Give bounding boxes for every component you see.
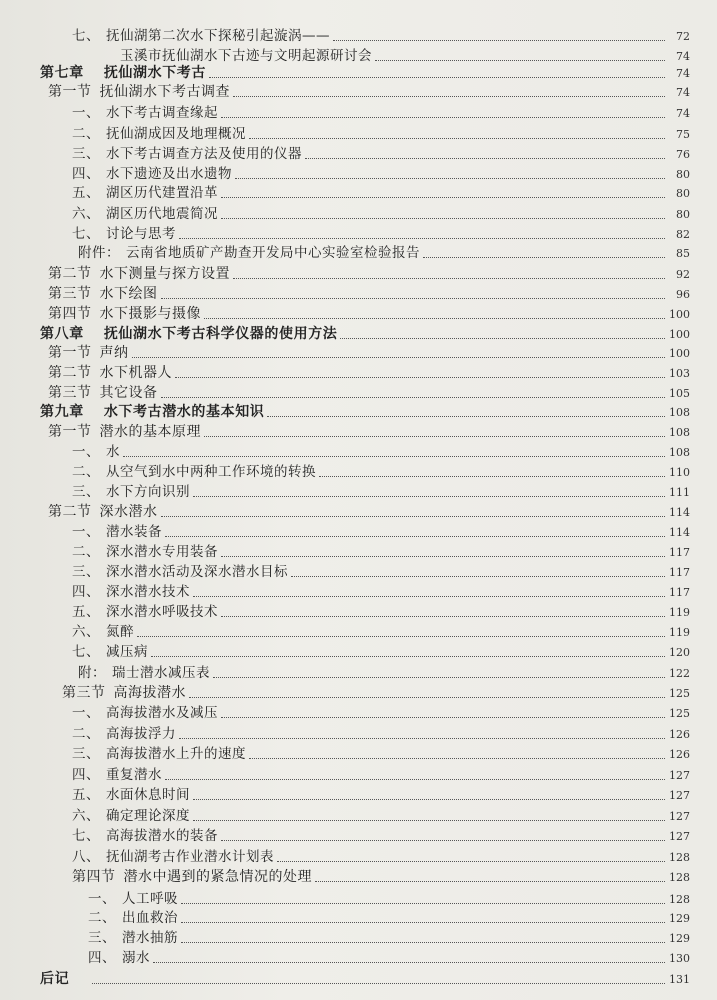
- dot-leader: [221, 196, 665, 198]
- toc-page-number: 108: [669, 406, 690, 419]
- dot-leader: [333, 39, 665, 41]
- toc-page-number: 122: [669, 667, 690, 680]
- toc-entry[interactable]: [72, 784, 690, 806]
- dot-leader: [221, 615, 665, 617]
- toc-entry[interactable]: [72, 123, 690, 145]
- toc-page-number: 80: [676, 208, 690, 221]
- toc-entry-number: 后记: [40, 971, 70, 987]
- toc-entry[interactable]: [72, 25, 690, 47]
- toc-entry-title: [72, 581, 190, 603]
- dot-leader: [181, 902, 665, 904]
- toc-page-number: 128: [669, 871, 690, 884]
- toc-entry-number: 三、: [72, 484, 100, 500]
- toc-entry-title: [48, 501, 158, 523]
- toc-entry[interactable]: [72, 702, 690, 724]
- toc-entry-title: [72, 541, 218, 563]
- toc-entry-number: 五、: [72, 787, 100, 803]
- toc-entry-text: 水下考古调查方法及使用的仪器: [106, 146, 302, 162]
- toc-entry-number: 七、: [72, 644, 100, 660]
- toc-entry[interactable]: [72, 581, 690, 603]
- toc-entry-title: [72, 25, 330, 47]
- toc-entry-text: 出血救治: [122, 910, 178, 926]
- toc-entry[interactable]: [72, 203, 690, 225]
- dot-leader: [213, 676, 665, 678]
- dot-leader: [193, 495, 665, 497]
- toc-entry-number: 一、: [72, 105, 100, 121]
- toc-page-number: 80: [676, 187, 690, 200]
- toc-entry-number: 二、: [72, 126, 100, 142]
- toc-entry[interactable]: [72, 441, 690, 463]
- toc-entry-title: [72, 784, 190, 806]
- dot-leader: [161, 515, 666, 517]
- dot-leader: [161, 297, 666, 299]
- toc-entry-number: 五、: [72, 604, 100, 620]
- toc-page-number: 100: [669, 308, 690, 321]
- toc-page-number: 100: [669, 347, 690, 360]
- toc-entry-text: 重复潜水: [106, 767, 162, 783]
- toc-entry-number: 第四节: [72, 869, 116, 885]
- toc-page-number: 127: [669, 769, 690, 782]
- toc-page-number: 125: [669, 707, 690, 720]
- dot-leader: [277, 860, 665, 862]
- dot-leader: [221, 555, 665, 557]
- toc-page-number: 108: [669, 446, 690, 459]
- toc-entry-text: 抚仙湖考古作业潜水计划表: [106, 849, 274, 865]
- toc-entry[interactable]: [72, 743, 690, 765]
- toc-entry-title: [72, 743, 246, 765]
- toc-entry-text: 确定理论深度: [106, 808, 190, 824]
- toc-entry-number: 第二节: [48, 365, 92, 381]
- toc-entry-number: 第八章: [40, 326, 84, 342]
- toc-entry[interactable]: [48, 362, 690, 384]
- toc-page-number: 111: [669, 486, 690, 499]
- dot-leader: [193, 798, 665, 800]
- toc-entry-number: 七、: [72, 226, 100, 242]
- toc-page-number: 74: [676, 107, 690, 120]
- toc-entry-text: 抚仙湖水下考古调查: [99, 84, 230, 100]
- dot-leader: [161, 396, 666, 398]
- toc-entry-title: [72, 123, 246, 145]
- toc-entry-title: [72, 641, 148, 663]
- toc-entry-number: 四、: [72, 767, 100, 783]
- toc-page-number: 85: [676, 247, 690, 260]
- toc-entry[interactable]: [78, 662, 690, 684]
- toc-page-number: 126: [669, 728, 690, 741]
- toc-entry-number: 二、: [72, 544, 100, 560]
- toc-entry[interactable]: [40, 968, 690, 990]
- toc-entry[interactable]: [48, 263, 690, 285]
- toc-page-number: 117: [669, 586, 690, 599]
- dot-leader: [132, 356, 666, 358]
- toc-entry[interactable]: [78, 242, 690, 264]
- toc-entry[interactable]: [72, 723, 690, 745]
- toc-entry[interactable]: [72, 601, 690, 623]
- dot-leader: [151, 655, 665, 657]
- dot-leader: [249, 137, 665, 139]
- toc-page-number: 114: [669, 526, 690, 539]
- toc-page-number: 117: [669, 566, 690, 579]
- toc-entry[interactable]: [72, 825, 690, 847]
- toc-entry-text: 抚仙湖第二次水下探秘引起漩涡——: [106, 28, 330, 44]
- dot-leader: [315, 880, 665, 882]
- toc-entry-number: 第一节: [48, 345, 92, 361]
- toc-page-number: 74: [676, 86, 690, 99]
- toc-entry-title: [72, 601, 218, 623]
- toc-entry[interactable]: [72, 182, 690, 204]
- dot-leader: [233, 277, 665, 279]
- dot-leader: [249, 757, 665, 759]
- toc-page-number: 130: [669, 952, 690, 965]
- dot-leader: [267, 415, 665, 417]
- toc-page-number: 117: [669, 546, 690, 559]
- toc-entry-text: 潜水的基本原理: [99, 424, 201, 440]
- toc-entry[interactable]: [72, 846, 690, 868]
- toc-entry-text: 水下测量与探方设置: [99, 266, 230, 282]
- toc-page-number: 125: [669, 687, 690, 700]
- toc-entry-title: [48, 283, 158, 305]
- toc-entry-number: 附：: [78, 665, 106, 681]
- dot-leader: [221, 839, 665, 841]
- toc-entry-number: 三、: [72, 146, 100, 162]
- toc-entry-text: 水下绘图: [99, 286, 158, 302]
- toc-entry-text: 从空气到水中两种工作环境的转换: [106, 464, 316, 480]
- toc-entry-number: 三、: [72, 564, 100, 580]
- toc-entry-title: [72, 182, 218, 204]
- toc-entry-number: 一、: [72, 444, 100, 460]
- toc-entry[interactable]: [72, 641, 690, 663]
- toc-entry-number: 三、: [72, 746, 100, 762]
- toc-entry-text: 溺水: [122, 950, 150, 966]
- toc-entry[interactable]: [72, 143, 690, 165]
- toc-entry-number: 一、: [72, 524, 100, 540]
- toc-entry-text: 深水潜水活动及深水潜水目标: [106, 564, 288, 580]
- toc-page-number: 108: [669, 426, 690, 439]
- toc-entry-text: 潜水抽筋: [122, 930, 178, 946]
- toc-page-number: 74: [676, 50, 690, 63]
- dot-leader: [235, 177, 665, 179]
- toc-entry-text: 云南省地质矿产勘查开发局中心实验室检验报告: [126, 245, 420, 261]
- toc-entry-text: 水下机器人: [99, 365, 172, 381]
- toc-entry-text: 高海拔潜水: [113, 685, 186, 701]
- dot-leader: [209, 76, 665, 78]
- toc-entry[interactable]: [48, 501, 690, 523]
- toc-entry[interactable]: [72, 481, 690, 503]
- toc-page-number: 110: [669, 466, 690, 479]
- toc-entry-text: 湖区历代地震简况: [106, 206, 218, 222]
- toc-entry-title: [72, 143, 302, 165]
- toc-entry[interactable]: [88, 927, 690, 949]
- toc-entry[interactable]: [62, 682, 690, 704]
- toc-page-number: 128: [669, 893, 690, 906]
- toc-entry-title: [72, 521, 162, 543]
- toc-entry-text: 声纳: [99, 345, 129, 361]
- toc-entry-number: 一、: [72, 705, 100, 721]
- toc-entry-text: 玉溪市抚仙湖水下古迹与文明起源研讨会: [120, 48, 372, 64]
- toc-entry-number: 附件：: [78, 245, 120, 261]
- toc-entry-text: 水下遗迹及出水遗物: [106, 166, 232, 182]
- toc-entry-title: [40, 968, 89, 990]
- toc-entry-text: 潜水装备: [106, 524, 162, 540]
- toc-page-number: 127: [669, 810, 690, 823]
- toc-entry-number: 二、: [72, 726, 100, 742]
- toc-entry-number: 七、: [72, 28, 100, 44]
- dot-leader: [340, 337, 665, 339]
- toc-entry-title: [88, 927, 178, 949]
- toc-entry[interactable]: [88, 947, 690, 969]
- toc-entry-text: 潜水中遇到的紧急情况的处理: [123, 869, 312, 885]
- toc-entry-text: 湖区历代建置沿革: [106, 185, 218, 201]
- toc-entry-title: [72, 621, 134, 643]
- toc-entry-number: 第三节: [62, 685, 106, 701]
- dot-leader: [319, 475, 665, 477]
- dot-leader: [181, 941, 665, 943]
- toc-entry-number: 一、: [88, 891, 116, 907]
- toc-entry-text: 水下摄影与摄像: [99, 306, 201, 322]
- toc-entry-text: 水面休息时间: [106, 787, 190, 803]
- toc-entry-text: 高海拔潜水上升的速度: [106, 746, 246, 762]
- toc-page-number: 76: [676, 148, 690, 161]
- dot-leader: [165, 535, 665, 537]
- toc-entry-text: 抚仙湖成因及地理概况: [106, 126, 246, 142]
- toc-entry-number: 三、: [88, 930, 116, 946]
- dot-leader: [423, 256, 665, 258]
- toc-entry[interactable]: [72, 621, 690, 643]
- dot-leader: [204, 435, 665, 437]
- toc-entry-number: 第一节: [48, 424, 92, 440]
- toc-entry-title: [72, 846, 274, 868]
- toc-entry-title: [48, 421, 201, 443]
- toc-entry-number: 二、: [88, 910, 116, 926]
- dot-leader: [175, 376, 665, 378]
- toc-page-number: 80: [676, 168, 690, 181]
- toc-page-number: 82: [676, 228, 690, 241]
- toc-page-number: 100: [669, 328, 690, 341]
- toc-entry[interactable]: [48, 421, 690, 443]
- toc-page-number: 119: [669, 606, 690, 619]
- toc-entry-text: 深水潜水: [99, 504, 158, 520]
- toc-entry-text: 水: [106, 444, 120, 460]
- toc-entry[interactable]: [88, 907, 690, 929]
- dot-leader: [204, 317, 665, 319]
- toc-entry-text: 深水潜水呼吸技术: [106, 604, 218, 620]
- toc-entry-text: 深水潜水专用装备: [106, 544, 218, 560]
- dot-leader: [291, 575, 665, 577]
- toc-entry[interactable]: [40, 401, 690, 423]
- toc-entry-text: 水下方向识别: [106, 484, 190, 500]
- toc-page-number: 119: [669, 626, 690, 639]
- toc-entry-text: 人工呼吸: [122, 891, 178, 907]
- toc-entry-text: 其它设备: [99, 385, 158, 401]
- toc-entry-title: [72, 441, 120, 463]
- toc-entry-title: [72, 702, 218, 724]
- dot-leader: [165, 778, 665, 780]
- dot-leader: [193, 819, 665, 821]
- toc-entry-title: [48, 81, 230, 103]
- toc-entry-title: [72, 481, 190, 503]
- toc-entry-number: 第三节: [48, 286, 92, 302]
- toc-entry[interactable]: [48, 342, 690, 364]
- toc-page-number: 126: [669, 748, 690, 761]
- toc-entry-text: 高海拔潜水的装备: [106, 828, 218, 844]
- toc-entry-text: 氮醉: [106, 624, 134, 640]
- toc-entry[interactable]: [48, 81, 690, 103]
- toc-entry-title: [72, 561, 288, 583]
- toc-entry-number: 二、: [72, 464, 100, 480]
- toc-entry-title: [78, 662, 210, 684]
- toc-entry-number: 六、: [72, 624, 100, 640]
- dot-leader: [221, 217, 665, 219]
- toc-entry-number: 第二节: [48, 266, 92, 282]
- toc-page-number: 74: [676, 67, 690, 80]
- toc-entry[interactable]: [72, 561, 690, 583]
- toc-entry[interactable]: [72, 541, 690, 563]
- toc-entry-number: 六、: [72, 206, 100, 222]
- dot-leader: [233, 95, 665, 97]
- dot-leader: [221, 116, 665, 118]
- dot-leader: [305, 157, 665, 159]
- toc-entry-number: 第一节: [48, 84, 92, 100]
- toc-page-number: 127: [669, 789, 690, 802]
- toc-entry-title: [78, 242, 420, 264]
- toc-entry-title: [72, 461, 316, 483]
- toc-entry-title: [48, 362, 172, 384]
- dot-leader: [221, 716, 665, 718]
- toc-entry-title: [88, 907, 178, 929]
- toc-entry-title: [40, 401, 264, 423]
- toc-page-number: 114: [669, 506, 690, 519]
- toc-entry[interactable]: [72, 102, 690, 124]
- toc-entry-title: [48, 342, 129, 364]
- dot-leader: [137, 635, 665, 637]
- toc-page-number: 103: [669, 367, 690, 380]
- toc-entry-number: 第二节: [48, 504, 92, 520]
- dot-leader: [123, 455, 665, 457]
- toc-page-number: 92: [676, 268, 690, 281]
- toc-entry-title: [72, 866, 312, 888]
- toc-entry-title: [62, 682, 186, 704]
- dot-leader: [181, 921, 665, 923]
- toc-entry[interactable]: [48, 303, 690, 325]
- toc-entry-title: [48, 303, 201, 325]
- toc-entry-text: 瑞士潜水减压表: [112, 665, 210, 681]
- toc-entry[interactable]: [48, 283, 690, 305]
- toc-page-number: 129: [669, 912, 690, 925]
- toc-page-number: 129: [669, 932, 690, 945]
- toc-entry[interactable]: [72, 461, 690, 483]
- toc-page-number: 120: [669, 646, 690, 659]
- dot-leader: [179, 737, 665, 739]
- toc-entry-text: 减压病: [106, 644, 148, 660]
- toc-entry[interactable]: [72, 764, 690, 786]
- toc-entry-number: 八、: [72, 849, 100, 865]
- toc-entry-number: 四、: [72, 166, 100, 182]
- toc-entry-text: 抚仙湖水下考古科学仪器的使用方法: [103, 326, 338, 342]
- toc-page-number: 96: [676, 288, 690, 301]
- toc-entry-text: 水下考古调查缘起: [106, 105, 218, 121]
- dot-leader: [92, 982, 665, 984]
- toc-entry-text: 深水潜水技术: [106, 584, 190, 600]
- toc-entry-number: 四、: [72, 584, 100, 600]
- toc-entry-text: 高海拔浮力: [106, 726, 176, 742]
- toc-entry-number: 五、: [72, 185, 100, 201]
- toc-entry[interactable]: [72, 521, 690, 543]
- toc-entry-title: [72, 764, 162, 786]
- toc-entry-number: 四、: [88, 950, 116, 966]
- toc-entry-number: 七、: [72, 828, 100, 844]
- toc-entry-text: 高海拔潜水及减压: [106, 705, 218, 721]
- dot-leader: [375, 59, 665, 61]
- toc-entry-number: 第四节: [48, 306, 92, 322]
- toc-entry-title: [72, 203, 218, 225]
- toc-entry-number: 第九章: [40, 404, 84, 420]
- toc-entry[interactable]: [72, 805, 690, 827]
- toc-entry-title: [72, 723, 176, 745]
- toc-entry-text: 水下考古潜水的基本知识: [103, 404, 265, 420]
- dot-leader: [179, 237, 665, 239]
- toc-page-number: 75: [676, 128, 690, 141]
- dot-leader: [189, 696, 665, 698]
- toc-page-number: 127: [669, 830, 690, 843]
- toc-entry-text: 讨论与思考: [106, 226, 176, 242]
- toc-entry[interactable]: [72, 866, 690, 888]
- toc-page-number: 72: [676, 30, 690, 43]
- toc-entry-number: 第七章: [40, 65, 84, 81]
- toc-entry-title: [72, 805, 190, 827]
- dot-leader: [153, 961, 665, 963]
- toc-entry-text: 抚仙湖水下考古: [103, 65, 207, 81]
- toc-entry-title: [72, 102, 218, 124]
- toc-entry-title: [48, 263, 230, 285]
- dot-leader: [193, 595, 665, 597]
- toc-page-number: 128: [669, 851, 690, 864]
- toc-entry-title: [88, 947, 150, 969]
- toc-entry-number: 六、: [72, 808, 100, 824]
- toc-entry-number: 第三节: [48, 385, 92, 401]
- toc-page-number: 131: [669, 973, 690, 986]
- toc-entry-title: [72, 825, 218, 847]
- toc-page-number: 105: [669, 387, 690, 400]
